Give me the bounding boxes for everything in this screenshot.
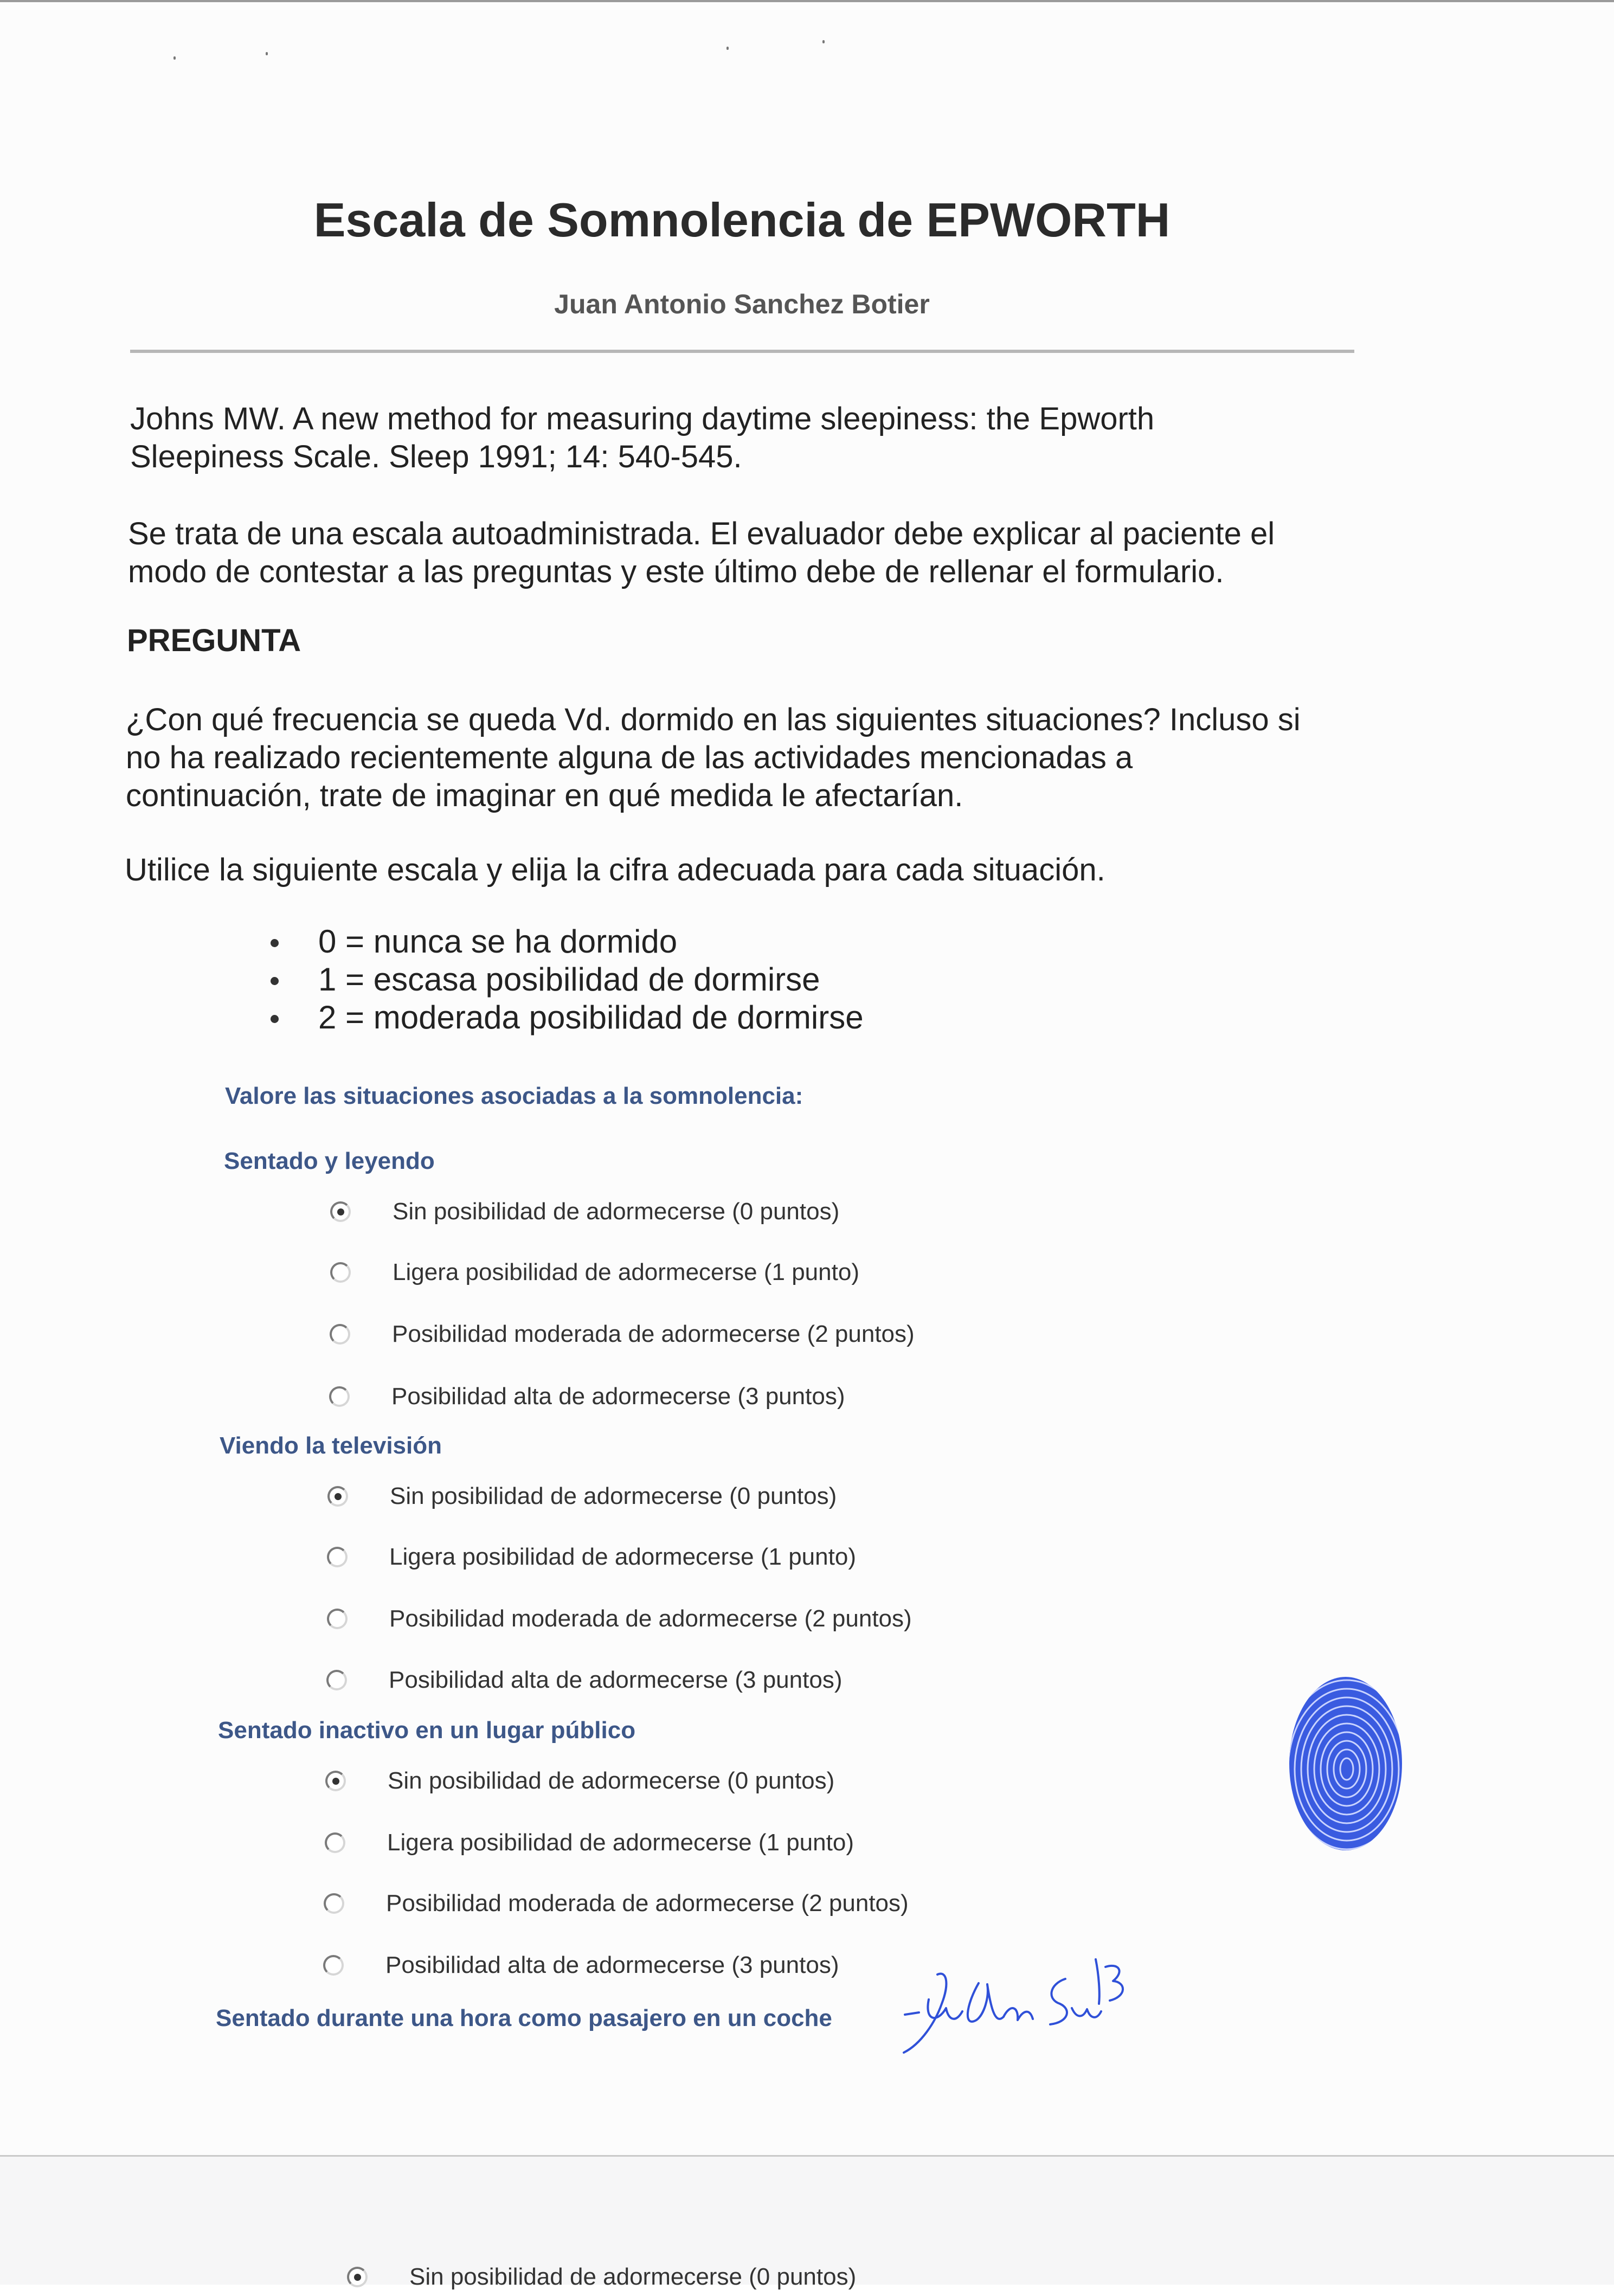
scale-item: 1 = escasa posibilidad de dormirse [260, 961, 864, 999]
intro-line: modo de contestar a las preguntas y este último debe de rellenar el formulario. [128, 554, 1224, 589]
option-label: Ligera posibilidad de adormecerse (1 punto) [389, 1543, 856, 1570]
question-line: ¿Con qué frecuencia se queda Vd. dormido en las siguientes situaciones? Incluso si [126, 702, 1301, 737]
title-divider [130, 350, 1354, 353]
section-label-reading: Sentado y leyendo [224, 1148, 435, 1174]
option-label: Ligera posibilidad de adormecerse (1 punto) [393, 1259, 859, 1285]
radio-button[interactable] [347, 2267, 368, 2287]
scan-speck [726, 47, 729, 50]
scale-list [260, 923, 864, 1037]
option-label: Sin posibilidad de adormecerse (0 puntos) [390, 1483, 837, 1509]
radio-button[interactable] [329, 1386, 350, 1407]
scale-item: 0 = nunca se ha dormido [260, 923, 864, 961]
question-line: no ha realizado recientemente alguna de las actividades mencionadas a [126, 740, 1133, 775]
radio-button[interactable] [325, 1832, 345, 1853]
radio-button[interactable] [330, 1324, 350, 1345]
document-author: Juan Antonio Sanchez Botier [554, 289, 930, 319]
option-label: Sin posibilidad de adormecerse (0 puntos) [388, 1767, 835, 1794]
option-label: Sin posibilidad de adormecerse (0 puntos) [409, 2263, 857, 2290]
page-edge [0, 0, 1614, 2]
option-label: Sin posibilidad de adormecerse (0 puntos) [393, 1198, 840, 1225]
option-label: Posibilidad alta de adormecerse (3 puntos) [385, 1952, 839, 1978]
section-label-tv: Viendo la televisión [220, 1432, 442, 1459]
reference-paragraph [130, 400, 1154, 476]
section-label-car-passenger: Sentado durante una hora como pasajero en un coche [216, 2005, 832, 2031]
radio-button[interactable] [327, 1609, 348, 1629]
form-instruction: Valore las situaciones asociadas a la somnolencia: [225, 1083, 803, 1109]
scan-speck [266, 52, 268, 55]
option-label: Posibilidad alta de adormecerse (3 puntos) [389, 1667, 843, 1693]
radio-button[interactable] [327, 1486, 348, 1507]
radio-button[interactable] [326, 1670, 347, 1690]
reference-line: Johns MW. A new method for measuring daytime sleepiness: the Epworth [130, 401, 1155, 436]
document-title: Escala de Somnolencia de EPWORTH [313, 193, 1171, 247]
radio-button[interactable] [323, 1955, 344, 1976]
radio-button[interactable] [324, 1893, 344, 1914]
intro-paragraph [128, 515, 1275, 591]
question-heading: PREGUNTA [127, 623, 301, 658]
radio-button[interactable] [330, 1201, 351, 1222]
radio-button[interactable] [325, 1771, 346, 1791]
radio-button[interactable] [327, 1547, 348, 1567]
section-label-public-place: Sentado inactivo en un lugar público [218, 1717, 636, 1744]
option-label: Posibilidad moderada de adormecerse (2 puntos) [389, 1605, 912, 1632]
option-label: Ligera posibilidad de adormecerse (1 punto) [387, 1829, 854, 1856]
next-page-fragment [0, 2155, 1614, 2290]
radio-button[interactable] [330, 1262, 351, 1283]
handwritten-signature [897, 1952, 1136, 2060]
intro-line: Se trata de una escala autoadministrada. El evaluador debe explicar al paciente el [128, 516, 1275, 551]
reference-line: Sleepiness Scale. Sleep 1991; 14: 540-545. [130, 439, 742, 474]
scan-speck [822, 40, 825, 43]
question-paragraph [126, 701, 1301, 815]
scan-speck [173, 56, 176, 60]
question-line: continuación, trate de imaginar en qué medida le afectarían. [126, 778, 963, 813]
fingerprint-icon [1286, 1674, 1405, 1853]
scale-item: 2 = moderada posibilidad de dormirse [260, 999, 864, 1037]
instruction-text: Utilice la siguiente escala y elija la cifra adecuada para cada situación. [125, 852, 1105, 887]
option-label: Posibilidad moderada de adormecerse (2 puntos) [386, 1890, 909, 1916]
option-label: Posibilidad moderada de adormecerse (2 puntos) [392, 1321, 915, 1347]
option-label: Posibilidad alta de adormecerse (3 puntos) [391, 1383, 845, 1410]
